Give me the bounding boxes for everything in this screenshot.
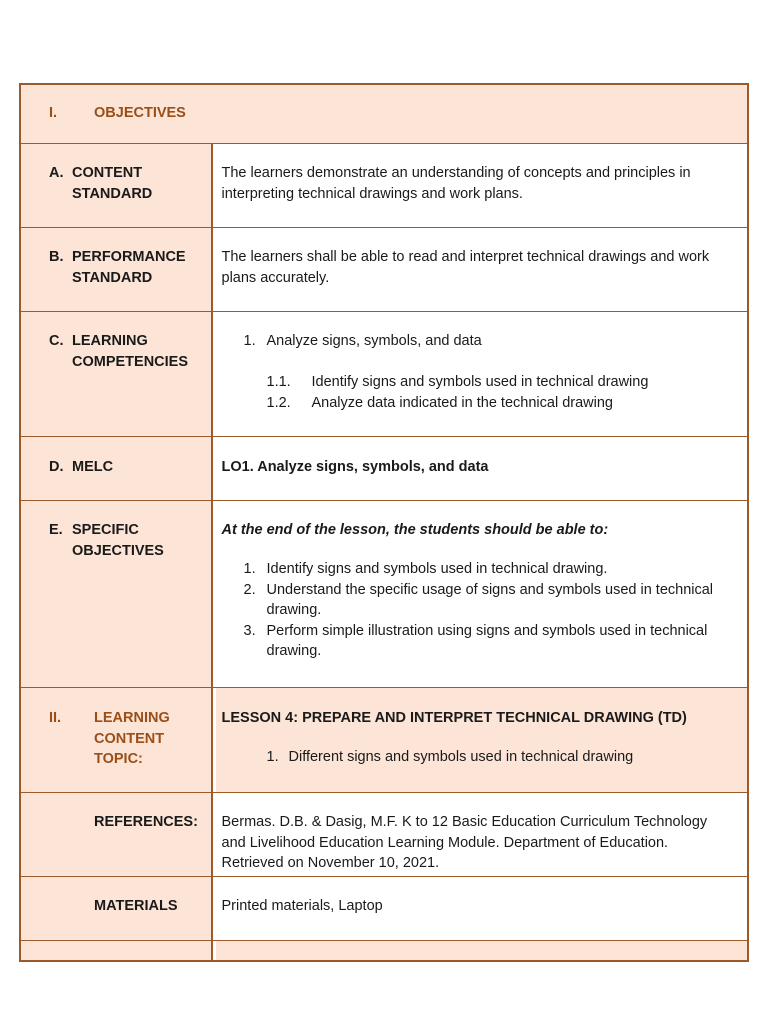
objectives-heading: OBJECTIVES	[94, 105, 186, 121]
learning-content-numeral: II.	[49, 710, 62, 726]
objective-number-3: 3.	[243, 622, 256, 639]
specific-objectives-row	[21, 501, 747, 688]
performance-standard-row	[21, 228, 747, 312]
learning-content-label-1: LEARNING	[94, 710, 170, 726]
learning-content-label-3: TOPIC:	[94, 751, 143, 767]
sub-competency-number-1: 1.1.	[266, 374, 291, 390]
melc-letter: D.	[49, 459, 64, 475]
objective-text-1: Identify signs and symbols used in technical drawing.	[266, 561, 608, 577]
references-line-1: Bermas. D.B. & Dasig, M.F. K to 12 Basic Education Curriculum Technology	[221, 814, 708, 830]
sub-competency-text-1: Identify signs and symbols used in technical drawing	[311, 374, 649, 390]
materials-text: Printed materials, Laptop	[221, 898, 383, 914]
content-standard-row	[21, 144, 747, 228]
specific-objectives-intro: At the end of the lesson, the students should be able to:	[221, 522, 609, 538]
objective-text-3-cont: drawing.	[266, 643, 322, 659]
specific-objectives-letter: E.	[49, 522, 63, 538]
content-standard-letter: A.	[49, 165, 64, 181]
specific-objectives-label-2: OBJECTIVES	[72, 542, 164, 559]
objectives-numeral: I.	[49, 105, 58, 121]
materials-label: MATERIALS	[94, 898, 178, 914]
empty-row	[21, 941, 747, 960]
performance-standard-letter: B.	[49, 249, 64, 265]
performance-standard-label-1: PERFORMANCE	[72, 249, 186, 265]
content-standard-label-2: STANDARD	[72, 185, 153, 202]
content-standard-text: The learners demonstrate an understanding of concepts and principles in interpreting technical drawings and work plans.	[221, 165, 691, 202]
melc-text: LO1. Analyze signs, symbols, and data	[221, 459, 489, 475]
learning-competencies-letter: C.	[49, 333, 64, 349]
materials-row	[21, 877, 747, 941]
objective-text-2: Understand the specific usage of signs and symbols used in technical	[266, 581, 714, 598]
references-row	[21, 793, 747, 877]
references-line-2: and Livelihood Education Learning Module. Department of Education.	[221, 834, 669, 851]
competency-number: 1.	[243, 333, 256, 349]
melc-label: MELC	[72, 459, 114, 475]
learning-competencies-label-1: LEARNING	[72, 333, 148, 349]
objective-number-2: 2.	[243, 581, 256, 598]
lesson-title: LESSON 4: PREPARE AND INTERPRET TECHNICAL DRAWING (TD)	[221, 710, 687, 726]
specific-objectives-label-1: SPECIFIC	[72, 522, 139, 538]
references-line-3: Retrieved on November 10, 2021.	[221, 855, 440, 871]
content-standard-label-1: CONTENT	[72, 165, 143, 181]
learning-competencies-label-2: COMPETENCIES	[72, 353, 189, 370]
learning-competencies-row	[21, 312, 747, 437]
topic-text: Different signs and symbols used in technical drawing	[288, 749, 634, 765]
competency-text: Analyze signs, symbols, and data	[266, 333, 482, 349]
references-label: REFERENCES:	[94, 814, 198, 830]
learning-content-row	[21, 688, 747, 793]
learning-content-label-2: CONTENT	[94, 730, 165, 747]
sub-competency-text-2: Analyze data indicated in the technical drawing	[311, 394, 613, 411]
performance-standard-label-2: STANDARD	[72, 269, 153, 286]
lesson-plan-table	[19, 83, 749, 962]
objectives-row	[21, 85, 747, 144]
objective-number-1: 1.	[243, 561, 256, 577]
performance-standard-text: The learners shall be able to read and interpret technical drawings and work plans accurately.	[221, 249, 710, 286]
objective-text-2-cont: drawing.	[266, 602, 322, 618]
melc-row	[21, 437, 747, 501]
topic-number: 1.	[266, 749, 279, 765]
objective-text-3: Perform simple illustration using signs and symbols used in technical	[266, 622, 708, 639]
sub-competency-number-2: 1.2.	[266, 394, 291, 411]
